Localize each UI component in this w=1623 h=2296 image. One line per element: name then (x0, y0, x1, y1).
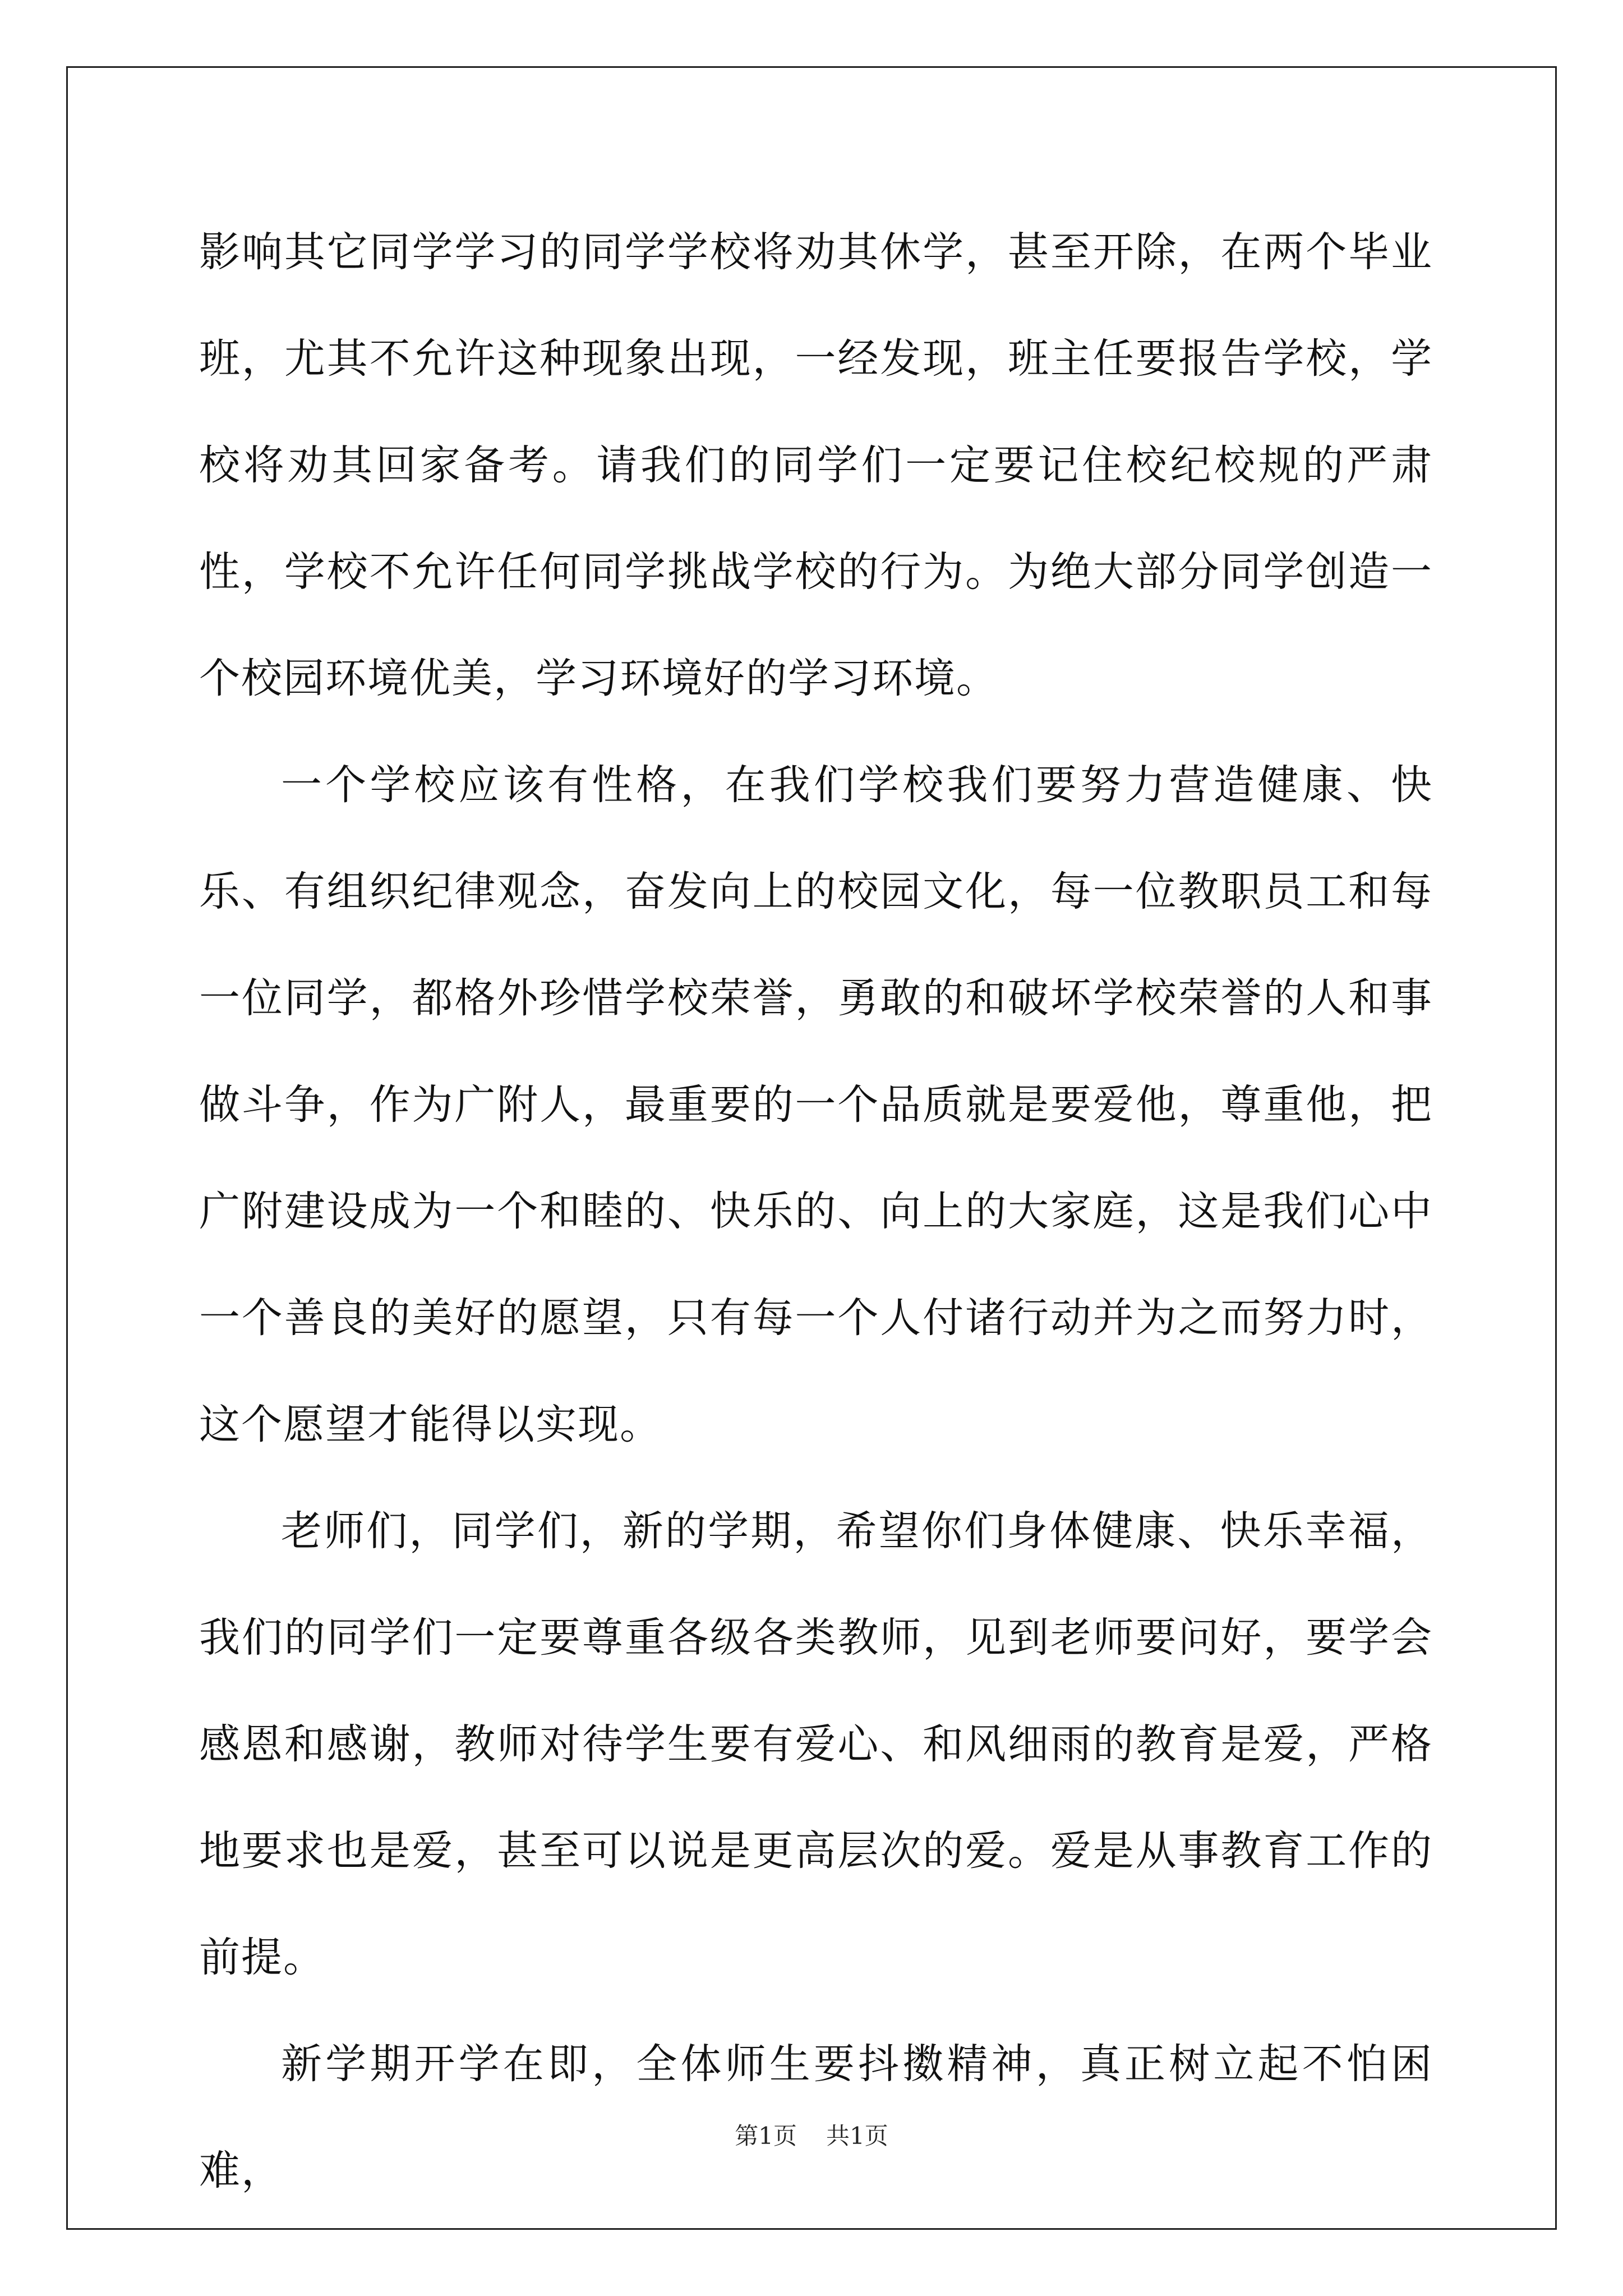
page-number: 第1页 (735, 2122, 797, 2150)
paragraph-4: 新学期开学在即，全体师生要抖擞精神，真正树立起不怕困难， (199, 2040, 1433, 2194)
paragraph-3: 老师们，同学们，新的学期，希望你们身体健康、快乐幸福，我们的同学们一定要尊重各级各类教师，见到老师要问好，要学会感恩和感谢，教师对待学生要有爱心、和风细雨的教育是爱，严格地要求也是爱，甚至可以说是更高层次的爱。爱是从事教育工作的前提。 (199, 1507, 1433, 1981)
page-total: 共1页 (826, 2122, 888, 2150)
page-footer (0, 2118, 1623, 2151)
paragraph-2: 一个学校应该有性格，在我们学校我们要努力营造健康、快乐、有组织纪律观念，奋发向上的校园文化，每一位教职员工和每一位同学，都格外珍惜学校荣誉，勇敢的和破坏学校荣誉的人和事做斗争，作为广附人，最重要的一个品质就是要爱他，尊重他，把广附建设成为一个和睦的、快乐的、向上的大家庭，这是我们心中一个善良的美好的愿望，只有每一个人付诸行动并为之而努力时，这个愿望才能得以实现。 (199, 761, 1433, 1448)
document-body (199, 199, 1433, 2224)
paragraph-1: 影响其它同学学习的同学学校将劝其休学，甚至开除，在两个毕业班，尤其不允许这种现象出现，一经发现，班主任要报告学校，学校将劝其回家备考。请我们的同学们一定要记住校纪校规的严肃性，学校不允许任何同学挑战学校的行为。为绝大部分同学创造一个校园环境优美，学习环境好的学习环境。 (199, 228, 1433, 702)
